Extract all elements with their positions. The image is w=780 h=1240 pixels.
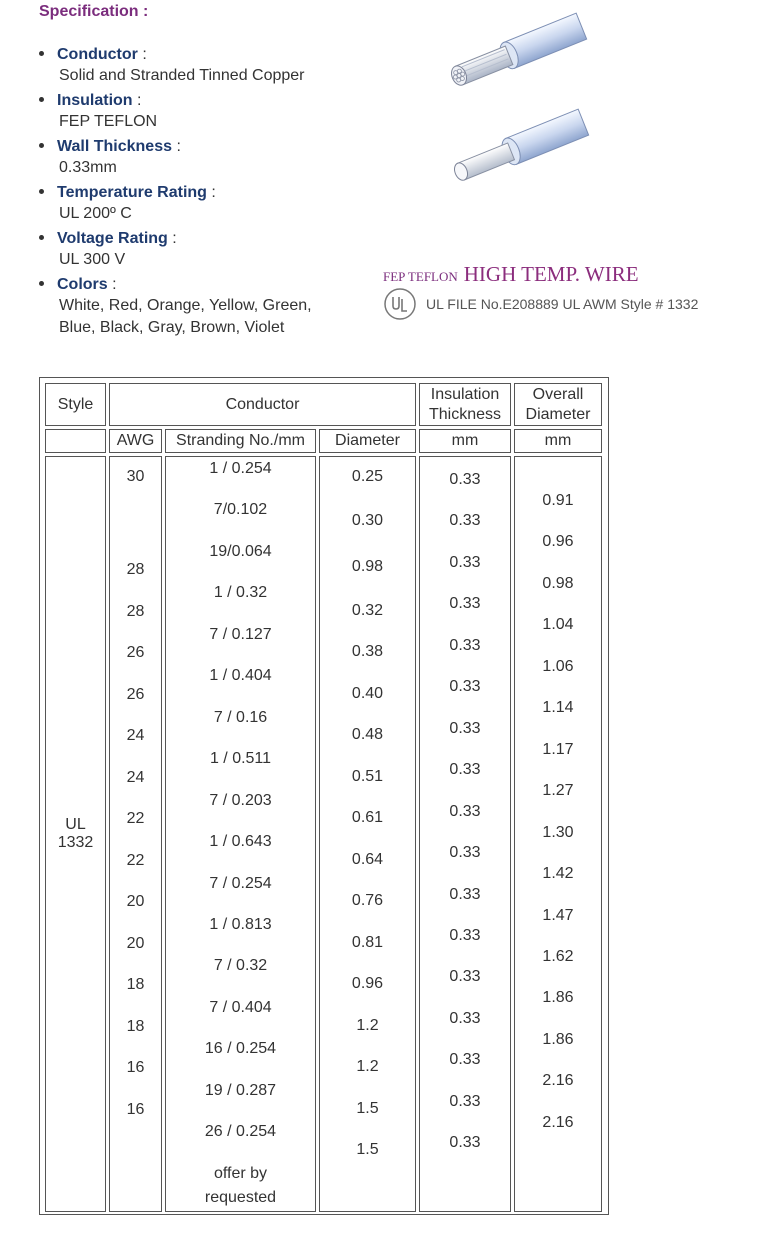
spec-sep: : <box>167 230 177 247</box>
spec-value: Solid and Stranded Tinned Copper <box>59 67 305 84</box>
spec-item-insulation <box>39 90 399 133</box>
insulation-value: 0.33 <box>449 553 481 571</box>
insulation-value: 0.33 <box>449 512 481 530</box>
ul-file-text: UL FILE No.E208889 UL AWM Style # 1332 <box>426 296 699 312</box>
bullet-icon <box>39 51 44 56</box>
awg-value: 16 <box>126 1101 145 1118</box>
diameter-value: 0.25 <box>351 468 384 485</box>
spec-label: Conductor <box>57 46 138 63</box>
spec-value: UL 200º C <box>59 205 132 222</box>
spec-label: Insulation <box>57 92 133 109</box>
insulation-value: 0.33 <box>449 926 481 944</box>
insulation-value: 0.33 <box>449 678 481 696</box>
spec-list <box>39 44 399 342</box>
bullet-icon <box>39 281 44 286</box>
overall-value: 1.06 <box>542 657 574 675</box>
spec-item-temperature-rating <box>39 182 399 225</box>
diameter-value: 1.2 <box>356 1017 379 1034</box>
stranding-value: 26 / 0.254 <box>204 1123 277 1141</box>
insulation-value: 0.33 <box>449 1134 481 1152</box>
header-overall-line1: Overall <box>532 385 584 403</box>
insulation-value: 0.33 <box>449 1051 481 1069</box>
diameter-value: 1.5 <box>356 1141 379 1158</box>
subheader-awg: AWG <box>109 429 162 453</box>
insulation-value: 0.33 <box>449 471 481 488</box>
awg-value: 26 <box>126 644 145 661</box>
awg-value: 30 <box>126 468 145 485</box>
spec-item-colors <box>39 274 399 339</box>
stranding-column <box>165 456 316 1212</box>
awg-value: 16 <box>126 1059 145 1076</box>
spec-label: Voltage Rating <box>57 230 168 247</box>
overall-value: 1.27 <box>542 782 574 800</box>
diameter-value: 1.2 <box>356 1058 379 1075</box>
stranding-value: 1 / 0.32 <box>213 584 268 602</box>
spec-label: Wall Thickness <box>57 138 172 155</box>
insulation-value: 0.33 <box>449 844 481 862</box>
style-value-line1: UL <box>65 816 86 833</box>
stranding-value: 1 / 0.813 <box>209 915 272 933</box>
subheader-overall-unit: mm <box>514 429 602 453</box>
diameter-column <box>319 456 416 1212</box>
diameter-value: 0.61 <box>351 809 384 826</box>
stranding-value: 7 / 0.16 <box>213 708 268 726</box>
diameter-value: 0.64 <box>351 851 384 868</box>
stranding-value: 19 / 0.287 <box>204 1081 277 1099</box>
insulation-value: 0.33 <box>449 1092 481 1110</box>
subheader-empty <box>45 429 106 453</box>
awg-value: 26 <box>126 686 145 703</box>
stranding-value: requested <box>204 1188 277 1206</box>
header-insulation-line1: Insulation <box>430 385 500 403</box>
spec-sep: : <box>137 46 147 63</box>
spec-label: Temperature Rating <box>57 184 207 201</box>
overall-value: 1.42 <box>542 865 574 883</box>
stranding-value: 7 / 0.254 <box>209 874 272 892</box>
insulation-value: 0.33 <box>449 802 481 820</box>
spec-item-conductor <box>39 44 399 87</box>
insulation-value: 0.33 <box>449 636 481 654</box>
brand-title <box>383 262 639 287</box>
spec-label: Colors <box>57 276 108 293</box>
overall-value: 1.30 <box>542 823 574 841</box>
stranding-value: offer by <box>213 1164 268 1182</box>
diameter-value: 0.30 <box>351 512 384 529</box>
diameter-value: 0.32 <box>351 602 384 619</box>
spec-value: 0.33mm <box>59 159 117 176</box>
header-overall-diameter <box>514 383 602 426</box>
bullet-icon <box>39 235 44 240</box>
spec-sep: : <box>107 276 117 293</box>
awg-value: 22 <box>126 810 145 827</box>
style-value-line2: 1332 <box>57 834 94 851</box>
spec-table <box>42 380 605 1215</box>
awg-value: 28 <box>126 603 145 620</box>
insulation-value: 0.33 <box>449 595 481 613</box>
overall-value: 1.47 <box>542 906 574 924</box>
insulation-column <box>419 456 511 1212</box>
stranding-value: 7 / 0.127 <box>209 625 272 643</box>
overall-value: 0.91 <box>542 492 574 509</box>
spec-title: Specification : <box>39 3 149 20</box>
awg-value: 18 <box>126 1018 145 1035</box>
bullet-icon <box>39 97 44 102</box>
style-cell <box>45 456 106 1212</box>
stranding-value: 7 / 0.404 <box>209 998 272 1016</box>
awg-value: 22 <box>126 852 145 869</box>
diameter-value: 0.81 <box>351 934 384 951</box>
diameter-value: 0.96 <box>351 975 384 992</box>
insulation-value: 0.33 <box>449 719 481 737</box>
brand-high-temp-wire: HIGH TEMP. WIRE <box>463 262 639 286</box>
subheader-stranding: Stranding No./mm <box>165 429 316 453</box>
stranding-value: 1 / 0.404 <box>209 667 272 685</box>
stranding-value: 7/0.102 <box>213 501 268 519</box>
stranding-value: 1 / 0.511 <box>209 750 272 768</box>
awg-value: 24 <box>126 769 145 786</box>
insulation-value: 0.33 <box>449 968 481 986</box>
awg-value: 24 <box>126 727 145 744</box>
awg-value: 20 <box>126 935 145 952</box>
stranding-value: 7 / 0.203 <box>209 791 272 809</box>
ul-logo-icon <box>384 288 416 320</box>
spec-value: White, Red, Orange, Yellow, Green, Blue, Black, Gray, Brown, Violet <box>59 297 312 336</box>
subheader-insulation-unit: mm <box>419 429 511 453</box>
spec-sep: : <box>206 184 216 201</box>
overall-value: 2.16 <box>542 1072 574 1090</box>
overall-value: 1.86 <box>542 989 574 1007</box>
overall-value: 0.98 <box>542 574 574 592</box>
spec-item-wall-thickness <box>39 136 399 179</box>
awg-value: 20 <box>126 893 145 910</box>
diameter-value: 0.48 <box>351 726 384 743</box>
subheader-diameter: Diameter <box>319 429 416 453</box>
overall-value: 1.86 <box>542 1030 574 1048</box>
insulation-value: 0.33 <box>449 761 481 779</box>
overall-column <box>514 456 602 1212</box>
brand-fep-label: FEP TEFLON <box>383 269 458 284</box>
stranding-value: 7 / 0.32 <box>213 957 268 975</box>
diameter-value: 0.98 <box>351 558 384 575</box>
spec-sep: : <box>132 92 142 109</box>
overall-value: 1.62 <box>542 947 574 965</box>
diameter-value: 0.76 <box>351 892 384 909</box>
stranding-value: 1 / 0.643 <box>209 833 272 851</box>
overall-value: 1.04 <box>542 616 574 634</box>
spec-item-voltage-rating <box>39 228 399 271</box>
insulation-value: 0.33 <box>449 1009 481 1027</box>
diameter-value: 0.40 <box>351 685 384 702</box>
overall-value: 1.17 <box>542 740 574 758</box>
awg-value: 18 <box>126 976 145 993</box>
header-insulation-line2: Thickness <box>428 405 502 423</box>
awg-column <box>109 456 162 1212</box>
header-insulation-thickness <box>419 383 511 426</box>
insulation-value: 0.33 <box>449 885 481 903</box>
bullet-icon <box>39 189 44 194</box>
diameter-value: 1.5 <box>356 1100 379 1117</box>
spec-value: UL 300 V <box>59 251 126 268</box>
overall-value: 1.14 <box>542 699 574 717</box>
spec-value: FEP TEFLON <box>59 113 158 130</box>
diameter-value: 0.51 <box>351 768 384 785</box>
spec-sep: : <box>172 138 181 155</box>
ul-file-row <box>384 288 698 320</box>
header-overall-line2: Diameter <box>525 405 591 423</box>
overall-value: 2.16 <box>542 1113 574 1131</box>
bullet-icon <box>39 143 44 148</box>
awg-value: 28 <box>126 561 145 578</box>
stranded-wire-illustration <box>438 12 588 92</box>
stranding-value: 1 / 0.254 <box>209 460 272 477</box>
stranding-value: 19/0.064 <box>209 542 272 560</box>
diameter-value: 0.38 <box>351 643 384 660</box>
stranding-value: 16 / 0.254 <box>204 1040 277 1058</box>
solid-wire-illustration <box>440 108 590 188</box>
spec-table-frame <box>39 377 609 1215</box>
header-conductor: Conductor <box>109 383 416 426</box>
header-style: Style <box>45 383 106 426</box>
overall-value: 0.96 <box>542 533 574 551</box>
